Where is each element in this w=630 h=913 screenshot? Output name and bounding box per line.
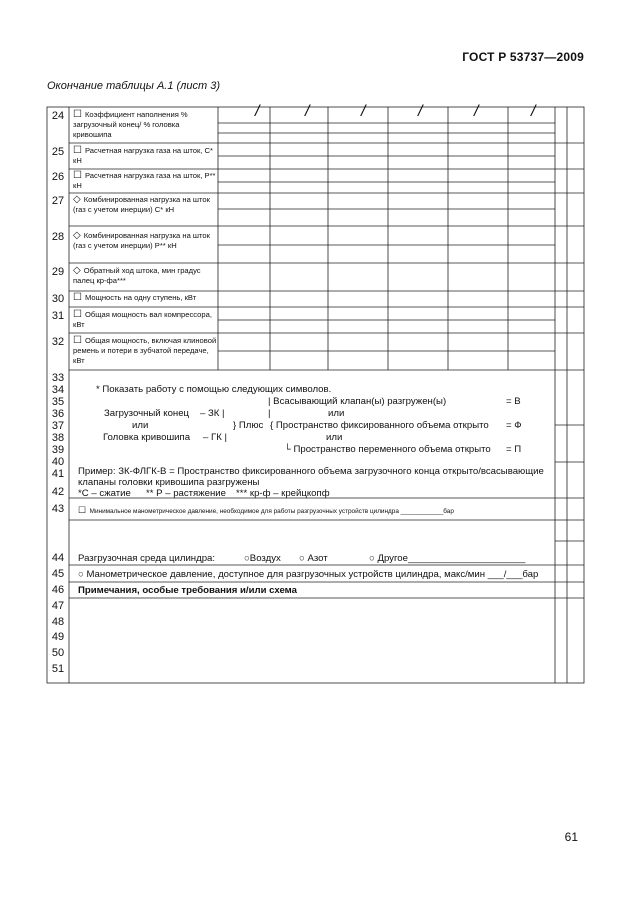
row-number: 29: [51, 266, 65, 278]
code-f: = Ф: [506, 420, 522, 431]
row-number: 47: [51, 600, 65, 612]
crank-end-label: Головка кривошипа: [103, 432, 191, 443]
checkbox-icon: ☐: [73, 170, 82, 181]
notes-heading: Примечания, особые требования и/или схема: [78, 585, 297, 596]
row-number: 35: [51, 396, 65, 408]
unloader-medium-label: Разгрузочная среда цилиндра:: [78, 553, 216, 564]
row-number: 39: [51, 444, 65, 456]
diamond-icon: ◇: [73, 230, 81, 241]
row-number: 31: [51, 310, 65, 322]
row-number: 27: [51, 195, 65, 207]
row-number: 44: [51, 552, 65, 564]
legend-crosshead: *** кр-ф – крейцкопф: [236, 488, 330, 499]
slash-mark: /: [531, 103, 536, 120]
row-number: 48: [51, 616, 65, 628]
suction-valve-text: | Всасывающий клапан(ы) разгружен(ы): [268, 396, 447, 407]
row-label-rod-reversal: ◇ Обратный ход штока, мин градус палец кр-фа***: [73, 265, 201, 285]
checkbox-icon: ☐: [78, 505, 87, 515]
min-pressure-field: ☐ Минимальное манометрическое давление, необходимое для работы разгрузочных устройств цилиндра ____________бар: [78, 505, 454, 515]
row-label-shaft-power: ☐ Общая мощность вал компрессора, кВт: [73, 309, 212, 329]
row-number: 43: [51, 503, 65, 515]
diamond-icon: ◇: [73, 265, 81, 276]
row-label-fill-coefficient: ☐ Коэффициент наполнения % загрузочный конец/ % головка кривошипа: [73, 109, 188, 139]
available-pressure-field[interactable]: ○ Манометрическое давление, доступное для разгрузочных устройств цилиндра, макс/мин ___/___бар: [78, 569, 539, 580]
fixed-volume-text: { Пространство фиксированного объема открыто: [270, 420, 489, 431]
slash-mark: /: [305, 103, 310, 120]
checkbox-icon: ☐: [73, 335, 82, 346]
row-number: 30: [51, 293, 65, 305]
checkbox-icon: ☐: [73, 109, 82, 120]
row-label-stage-power: ☐ Мощность на одну ступень, кВт: [73, 292, 197, 303]
row-number: 25: [51, 146, 65, 158]
loading-end-label: Загрузочный конец: [104, 408, 190, 419]
row-number: 36: [51, 408, 65, 420]
page-number: 61: [564, 830, 578, 844]
row-label-gas-load-p: ☐ Расчетная нагрузка газа на шток, Р** кН: [73, 170, 216, 190]
row-number: 32: [51, 336, 65, 348]
row-label-combined-load-p: ◇ Комбинированная нагрузка на шток (газ с учетом инерции) Р** кН: [73, 230, 210, 250]
row-number: 28: [51, 231, 65, 243]
symbols-title: * Показать работу с помощью следующих символов.: [96, 384, 332, 395]
row-number: 26: [51, 171, 65, 183]
row-label-gas-load-c: ☐ Расчетная нагрузка газа на шток, С* кН: [73, 145, 213, 165]
option-nitrogen[interactable]: ○ Азот: [299, 553, 328, 564]
example-line-2: клапаны головки кривошипа разгружены: [78, 477, 260, 488]
plus-text: } Плюс: [233, 420, 264, 431]
row-label-combined-load-c: ◇ Комбинированная нагрузка на шток (газ с учетом инерции) С* кН: [73, 194, 210, 214]
row-number: 34: [51, 384, 65, 396]
legend-tension: ** Р – растяжение: [146, 488, 227, 499]
row-number: 46: [51, 584, 65, 596]
row-number: 51: [51, 663, 65, 675]
slash-mark: /: [474, 103, 479, 120]
or-text: или: [328, 408, 345, 419]
bracket-mark: |: [268, 408, 271, 419]
table-caption: Окончание таблицы А.1 (лист 3): [47, 80, 220, 92]
code-p: = П: [506, 444, 522, 455]
row-number: 42: [51, 486, 65, 498]
code-b: = В: [506, 396, 521, 407]
variable-volume-text: └ Пространство переменного объема открыто: [284, 444, 491, 455]
checkbox-icon: ☐: [73, 309, 82, 320]
slash-mark: /: [361, 103, 366, 120]
checkbox-icon: ☐: [73, 145, 82, 156]
checkbox-icon: ☐: [73, 292, 82, 303]
row-number: 33: [51, 372, 65, 384]
or-text: или: [132, 420, 149, 431]
option-air[interactable]: ○Воздух: [244, 553, 281, 564]
row-number: 41: [51, 468, 65, 480]
code-gk: – ГК |: [203, 432, 227, 443]
slash-mark: /: [418, 103, 423, 120]
legend-compression: *С – сжатие: [78, 488, 131, 499]
row-number: 45: [51, 568, 65, 580]
option-other[interactable]: ○ Другое______________________: [369, 553, 526, 564]
row-number: 40: [51, 456, 65, 468]
code-zk: – ЗК |: [200, 408, 225, 419]
standard-header: ГОСТ Р 53737—2009: [462, 50, 584, 64]
row-number: 49: [51, 631, 65, 643]
row-number: 50: [51, 647, 65, 659]
row-label-total-power: ☐ Общая мощность, включая клиновой ремень и потери в зубчатой передаче, кВт: [73, 335, 217, 365]
row-number: 38: [51, 432, 65, 444]
row-number: 24: [51, 110, 65, 122]
example-line-1: Пример: ЗК-ФЛГК-В = Пространство фиксированного объема загрузочного конца открыто/всасывающие: [78, 466, 544, 477]
or-text: или: [326, 432, 343, 443]
diamond-icon: ◇: [73, 194, 81, 205]
row-number: 37: [51, 420, 65, 432]
slash-mark: /: [255, 103, 260, 120]
